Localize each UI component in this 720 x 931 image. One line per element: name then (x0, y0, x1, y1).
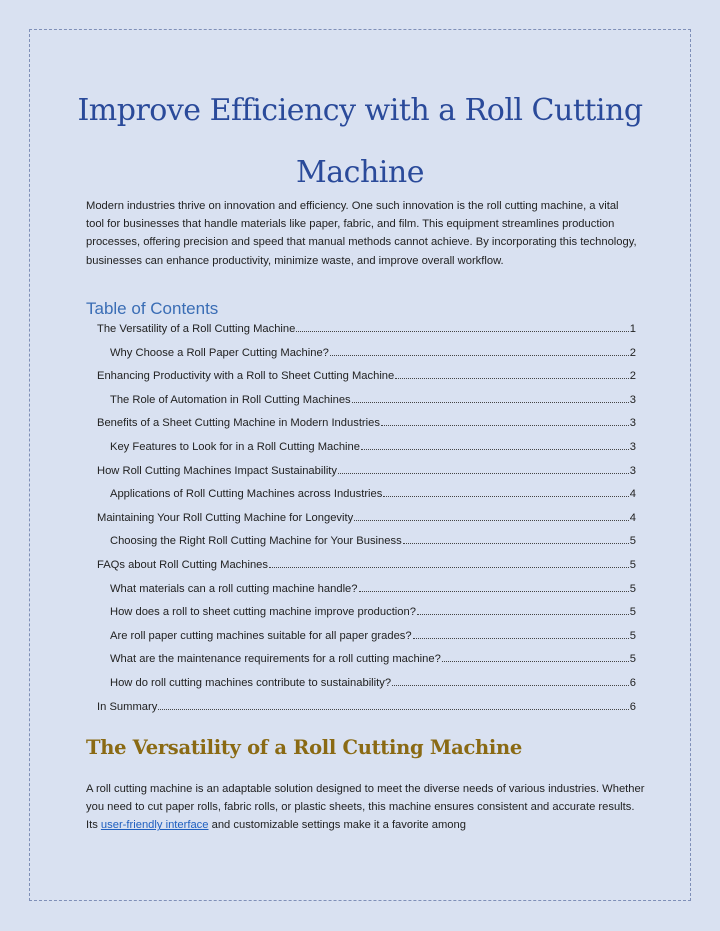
toc-entry-page: 4 (629, 488, 636, 501)
toc-entry-title: What are the maintenance requirements for a roll cutting machine? (110, 653, 441, 666)
toc-leader-dots (403, 531, 629, 544)
toc-entry-title: How does a roll to sheet cutting machine improve production? (110, 606, 416, 619)
toc-entry-title: The Role of Automation in Roll Cutting Machines (110, 393, 351, 406)
toc-leader-dots (330, 343, 629, 356)
toc-entry-title: Choosing the Right Roll Cutting Machine for Your Business (110, 535, 402, 548)
toc-entry-page: 3 (629, 464, 636, 477)
toc-entry-page: 6 (629, 700, 636, 713)
toc-leader-dots (352, 390, 629, 403)
toc-entry[interactable] (86, 673, 636, 693)
toc-entry-title: Key Features to Look for in a Roll Cutting Machine (110, 441, 360, 453)
toc-leader-dots (413, 626, 629, 639)
toc-entry-page: 5 (629, 559, 636, 571)
toc-entry[interactable] (86, 366, 636, 386)
toc-leader-dots (296, 319, 628, 332)
toc-leader-dots (442, 649, 629, 662)
toc-leader-dots (158, 697, 628, 710)
toc-leader-dots (338, 461, 629, 474)
toc-entry-title: In Summary (97, 700, 158, 713)
toc-entry-page: 5 (629, 535, 636, 548)
toc-leader-dots (269, 555, 629, 568)
toc-entry-page: 6 (629, 677, 636, 689)
toc-entry-page: 5 (629, 582, 636, 595)
toc-leader-dots (383, 484, 628, 497)
toc-entry-title: Enhancing Productivity with a Roll to Sheet Cutting Machine (97, 370, 395, 383)
toc-entry[interactable] (86, 343, 636, 363)
section-heading: The Versatility of a Roll Cutting Machine (86, 736, 522, 759)
toc-entry[interactable] (86, 579, 636, 599)
toc-entry-page: 2 (629, 346, 636, 359)
toc-entry-title: Are roll paper cutting machines suitable for all paper grades? (110, 629, 412, 642)
toc-entry-page: 3 (629, 417, 636, 430)
toc-entry-page: 5 (629, 606, 636, 619)
toc-leader-dots (392, 673, 629, 686)
toc-entry-page: 3 (629, 393, 636, 406)
toc-entry-title: What materials can a roll cutting machine handle? (110, 582, 358, 595)
section-paragraph (86, 780, 646, 835)
toc-entry[interactable] (86, 626, 636, 646)
toc-entry[interactable] (86, 461, 636, 481)
toc-entry-page: 3 (629, 441, 636, 453)
paragraph-text-start: A roll cutting machine is an adaptable solution designed to meet the diverse needs of various industries. Whether you need to cut paper rolls, fabric rolls, or plastic sheets, this machine ensures consistent and accurate results. Its (86, 783, 645, 832)
toc-leader-dots (354, 508, 629, 521)
toc-entry[interactable] (86, 390, 636, 410)
intro-paragraph: Modern industries thrive on innovation and efficiency. One such innovation is the roll cutting machine, a vital tool for businesses that handle materials like paper, fabric, and film. This equipment streamlines production processes, offering precision and speed that manual methods cannot achieve. By incorporating this technology, businesses can enhance productivity, minimize waste, and improve overall workflow. (86, 200, 637, 267)
toc-entry-page: 5 (629, 629, 636, 642)
toc-entry[interactable] (86, 508, 636, 528)
toc-entry-page: 1 (629, 323, 636, 335)
toc-leader-dots (381, 413, 629, 426)
toc-entry-title: How do roll cutting machines contribute to sustainability? (110, 677, 392, 689)
document-title: Improve Efficiency with a Roll Cutting Machine (77, 93, 643, 190)
toc-entry[interactable] (86, 555, 636, 575)
toc-leader-dots (361, 437, 629, 450)
toc-entry-page: 4 (629, 511, 636, 524)
toc-entry[interactable] (86, 319, 636, 339)
toc-leader-dots (359, 579, 629, 592)
user-friendly-interface-link[interactable]: user-friendly interface (100, 819, 209, 832)
paragraph-text-end: and customizable settings make it a favorite among (208, 819, 466, 832)
toc-entry-title: FAQs about Roll Cutting Machines (97, 559, 269, 571)
toc-entry[interactable] (86, 413, 636, 433)
toc-entry-title: How Roll Cutting Machines Impact Sustainability (97, 464, 338, 477)
toc-entry[interactable] (86, 531, 636, 551)
toc-entry-title: Why Choose a Roll Paper Cutting Machine? (110, 346, 329, 359)
toc-entry[interactable] (86, 649, 636, 669)
toc-entry[interactable] (86, 697, 636, 717)
toc-entry[interactable] (86, 437, 636, 457)
toc-entry[interactable] (86, 602, 636, 622)
toc-entry-title: The Versatility of a Roll Cutting Machine (97, 323, 296, 335)
toc-leader-dots (395, 366, 629, 379)
toc-entry-title: Maintaining Your Roll Cutting Machine for Longevity (97, 511, 354, 524)
toc-entry-page: 5 (629, 653, 636, 666)
toc-entry-title: Benefits of a Sheet Cutting Machine in Modern Industries (97, 417, 380, 430)
toc-entry-title: Applications of Roll Cutting Machines across Industries (110, 488, 383, 501)
toc-heading: Table of Contents (86, 299, 219, 318)
toc-entry-page: 2 (629, 370, 636, 383)
toc-entry[interactable] (86, 484, 636, 504)
toc-leader-dots (417, 602, 629, 615)
